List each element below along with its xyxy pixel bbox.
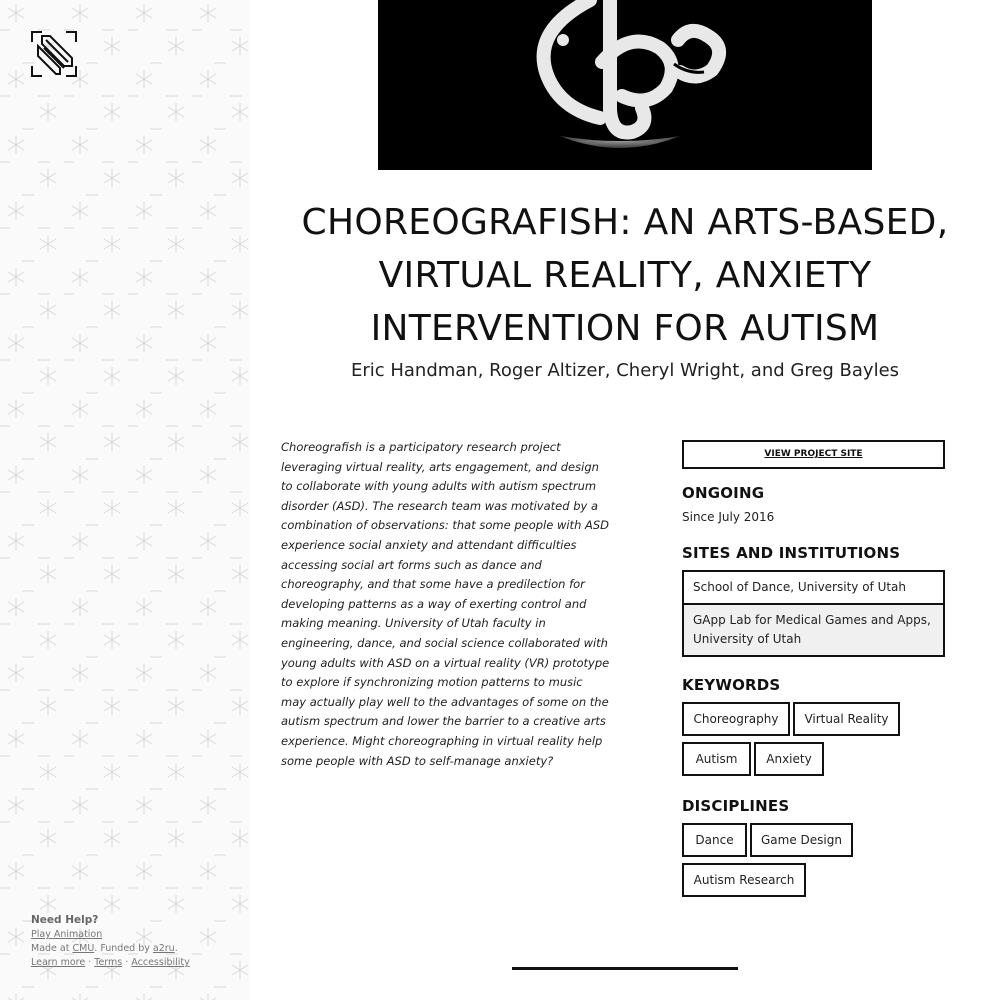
keyword-tag-anxiety[interactable]: Anxiety [754, 742, 824, 776]
sidebar-footer [31, 913, 190, 970]
project-details-panel [682, 440, 945, 887]
striped-square-logo-icon[interactable] [30, 30, 78, 78]
sidebar-pattern-panel [0, 0, 250, 1000]
learn-more-link[interactable]: Learn more [31, 957, 86, 968]
project-description: Choreografish is a participatory research project leveraging virtual reality, arts engagement, and design to collaborate with young adults with autism spectrum disorder (ASD). The research team was motivated by a combination of observations: that some people with ASD experience social anxiety and attendant difficulties accessing social art forms such as dance and choreography, and that some have a predilection for developing patterns as a way of exerting control and making meaning. University of Utah faculty in engineering, dance, and social science collaborated with young adults with ASD on a virtual reality (VR) prototype to explore if synchronizing motion patterns to music may actually play well to the advantages of some on the autism spectrum and lower the barrier to a creative arts experience. Might choreographing in virtual reality help some people with ASD to self-manage anxiety? [281, 440, 610, 768]
bottom-divider [512, 967, 738, 970]
keyword-tag-virtual-reality[interactable]: Virtual Reality [793, 702, 900, 736]
a2ru-link[interactable]: a2ru [152, 943, 175, 954]
credits-line: Made at CMU. Funded by a2ru. [31, 943, 178, 954]
footer-links: Learn more · Terms · Accessibility [31, 957, 190, 968]
status-heading: ONGOING [682, 484, 765, 502]
project-title [300, 196, 950, 355]
title-line: CHOREOGRAFISH: AN ARTS-BASED, [301, 202, 949, 243]
cmu-link[interactable]: CMU [72, 943, 95, 954]
disciplines-heading: DISCIPLINES [682, 797, 790, 815]
discipline-tag-game-design[interactable]: Game Design [750, 823, 853, 857]
view-project-site-button[interactable]: VIEW PROJECT SITE [682, 440, 945, 469]
accessibility-link[interactable]: Accessibility [131, 957, 190, 968]
decorative-star-pattern [0, 0, 250, 1000]
play-animation-link[interactable]: Play Animation [31, 929, 103, 940]
site-item: School of Dance, University of Utah [693, 580, 907, 594]
sites-heading: SITES AND INSTITUTIONS [682, 544, 901, 562]
status-since-text: Since July 2016 [682, 510, 775, 524]
keyword-tag-choreography[interactable]: Choreography [682, 702, 790, 736]
sites-list [682, 570, 945, 657]
project-hero-image [378, 0, 872, 170]
terms-link[interactable]: Terms [94, 957, 123, 968]
project-authors: Eric Handman, Roger Altizer, Cheryl Wright, and Greg Bayles [350, 360, 900, 381]
choreografish-fish-logo-icon [378, 0, 872, 170]
title-line: INTERVENTION FOR AUTISM [370, 308, 880, 349]
keywords-heading: KEYWORDS [682, 676, 781, 694]
discipline-tag-dance[interactable]: Dance [682, 823, 747, 857]
title-line: VIRTUAL REALITY, ANXIETY [378, 255, 872, 296]
discipline-tag-autism-research[interactable]: Autism Research [682, 863, 806, 897]
need-help-heading: Need Help? [31, 914, 99, 926]
site-item: GApp Lab for Medical Games and Apps, University of Utah [684, 603, 943, 655]
keyword-tag-autism[interactable]: Autism [682, 742, 751, 776]
